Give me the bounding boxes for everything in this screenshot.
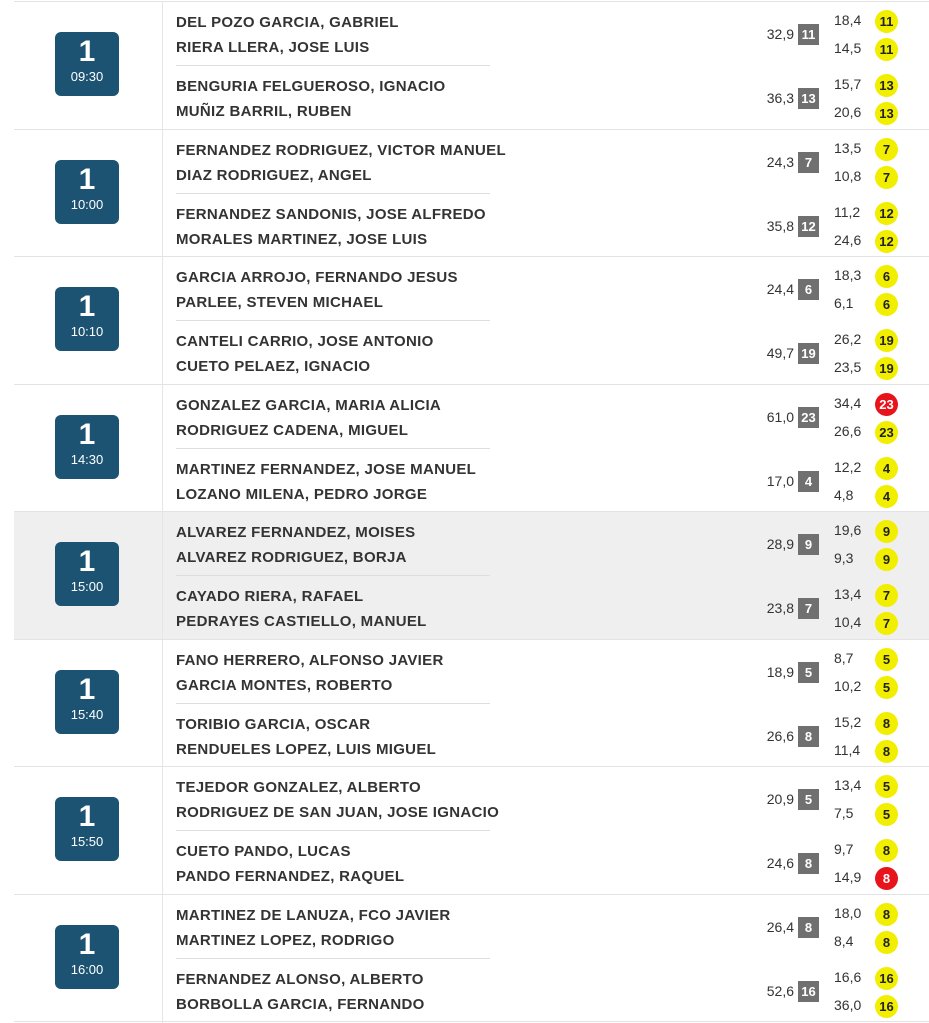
pair-group [176, 449, 496, 511]
pair-total [752, 789, 842, 809]
player-handicap-index: 13,4 [834, 586, 862, 602]
player-handicap-index: 15,7 [834, 76, 862, 92]
pair-playing-handicap-box: 7 [798, 598, 819, 619]
pair-total-handicap: 32,9 [766, 26, 794, 42]
pair-total [752, 407, 842, 427]
tee-time-row[interactable] [14, 511, 929, 639]
player-handicap [834, 232, 920, 252]
player-name[interactable]: CUETO PANDO, LUCAS [176, 843, 351, 860]
playing-handicap-ball: 16 [875, 995, 898, 1018]
playing-handicap-ball: 9 [875, 520, 898, 543]
column-divider [162, 2, 163, 130]
playing-handicap-ball: 4 [875, 485, 898, 508]
player-name[interactable]: ALVAREZ FERNANDEZ, MOISES [176, 524, 416, 541]
column-divider [162, 257, 163, 385]
tee-time-row[interactable] [14, 256, 929, 384]
player-name[interactable]: CAYADO RIERA, RAFAEL [176, 588, 364, 605]
player-handicap-index: 36,0 [834, 996, 862, 1013]
playing-handicap-ball: 12 [875, 202, 898, 225]
player-handicap-index: 23,5 [834, 359, 862, 375]
pair-playing-handicap-box: 16 [798, 981, 819, 1002]
pair-group [176, 576, 496, 638]
tee-time-row[interactable] [14, 894, 929, 1022]
pair-total-handicap: 24,4 [766, 281, 794, 297]
player-handicap [834, 423, 920, 443]
column-divider [162, 895, 163, 1023]
player-handicap [834, 777, 920, 797]
tee-time: 14:30 [70, 451, 104, 467]
column-divider [162, 385, 163, 513]
pair-group [176, 640, 496, 702]
player-handicap-index: 11,4 [834, 741, 861, 758]
player-handicap-index: 19,6 [834, 522, 862, 538]
playing-handicap-ball: 5 [875, 775, 898, 798]
tee-time: 09:30 [70, 69, 104, 84]
tee-time: 10:10 [70, 324, 104, 339]
player-name[interactable]: RENDUELES LOPEZ, LUIS MIGUEL [176, 740, 437, 758]
player-name[interactable]: CUETO PELAEZ, IGNACIO [176, 358, 371, 375]
player-name[interactable]: PARLEE, STEVEN MICHAEL [176, 294, 384, 311]
player-name[interactable]: MORALES MARTINEZ, JOSE LUIS [176, 230, 428, 248]
player-handicap-index: 7,5 [834, 805, 854, 821]
tee-time: 10:00 [70, 196, 104, 212]
playing-handicap-ball: 16 [875, 967, 898, 990]
player-handicap [834, 104, 920, 124]
player-name[interactable]: MARTINEZ DE LANUZA, FCO JAVIER [176, 906, 451, 924]
player-handicap [834, 76, 920, 96]
pair-total [752, 343, 842, 363]
tee-number: 1 [78, 35, 96, 68]
pair-group [176, 66, 496, 128]
playing-handicap-ball: 5 [875, 676, 898, 699]
playing-handicap-ball: 7 [875, 612, 898, 635]
tee-badge [55, 670, 119, 734]
tee-time-row[interactable] [14, 639, 929, 767]
player-handicap [834, 12, 920, 32]
pair-total [752, 726, 842, 746]
playing-handicap-ball: 23 [875, 421, 898, 444]
player-handicap [834, 550, 920, 570]
playing-handicap-ball: 6 [875, 265, 898, 288]
pair-playing-handicap-box: 6 [798, 279, 819, 300]
tee-badge [55, 160, 119, 224]
tee-number: 1 [78, 417, 96, 451]
playing-handicap-ball: 23 [875, 393, 898, 416]
player-name[interactable]: FERNANDEZ ALONSO, ALBERTO [176, 970, 424, 988]
column-divider [162, 640, 163, 768]
pair-group [176, 257, 496, 319]
player-handicap [834, 869, 920, 889]
pair-group [176, 130, 506, 192]
pair-group [176, 959, 496, 1021]
pair-playing-handicap-box: 9 [798, 534, 819, 555]
tee-number: 1 [78, 927, 96, 961]
player-handicap [834, 678, 920, 698]
pair-group [176, 831, 496, 893]
player-name[interactable]: RIERA LLERA, JOSE LUIS [176, 39, 370, 56]
pair-group [176, 895, 496, 957]
player-handicap-index: 34,4 [834, 394, 862, 411]
tee-number: 1 [78, 800, 96, 833]
player-handicap-index: 18,4 [834, 12, 862, 28]
pair-playing-handicap-box: 8 [798, 853, 819, 874]
player-name[interactable]: PANDO FERNANDEZ, RAQUEL [176, 868, 405, 885]
pair-total [752, 917, 842, 937]
list-bottom-divider [14, 1021, 929, 1022]
player-handicap-index: 8,7 [834, 649, 854, 666]
player-name[interactable]: ALVAREZ RODRIGUEZ, BORJA [176, 549, 407, 566]
playing-handicap-ball: 11 [875, 38, 898, 61]
player-handicap-index: 10,2 [834, 677, 862, 694]
playing-handicap-ball: 13 [875, 74, 898, 97]
pair-total-handicap: 61,0 [766, 408, 794, 425]
player-name[interactable]: RODRIGUEZ CADENA, MIGUEL [176, 421, 409, 439]
player-handicap-index: 15,2 [834, 713, 862, 730]
player-handicap [834, 742, 920, 762]
pair-total [752, 216, 842, 236]
player-handicap-index: 9,7 [834, 841, 854, 857]
playing-handicap-ball: 8 [875, 903, 898, 926]
player-handicap-index: 26,6 [834, 422, 862, 439]
column-divider [162, 512, 163, 640]
player-handicap-index: 18,3 [834, 267, 862, 283]
pair-total [752, 662, 842, 682]
playing-handicap-ball: 8 [875, 712, 898, 735]
pair-total-handicap: 24,6 [766, 855, 794, 871]
pair-total [752, 534, 842, 554]
player-name[interactable]: FANO HERRERO, ALFONSO JAVIER [176, 651, 444, 669]
pair-playing-handicap-box: 12 [798, 216, 819, 237]
player-handicap-index: 13,4 [834, 777, 862, 793]
pair-playing-handicap-box: 8 [798, 726, 819, 747]
player-handicap-index: 14,9 [834, 869, 862, 885]
player-name[interactable]: TEJEDOR GONZALEZ, ALBERTO [176, 779, 422, 796]
player-handicap-index: 10,8 [834, 167, 862, 184]
pair-total [752, 471, 842, 491]
pair-total [752, 981, 842, 1001]
player-handicap [834, 933, 920, 953]
player-handicap [834, 359, 920, 379]
player-name[interactable]: BENGURIA FELGUEROSO, IGNACIO [176, 78, 446, 95]
tee-number: 1 [78, 290, 96, 323]
playing-handicap-ball: 19 [875, 329, 898, 352]
player-handicap-index: 16,6 [834, 968, 862, 985]
playing-handicap-ball: 7 [875, 584, 898, 607]
pair-playing-handicap-box: 8 [798, 917, 819, 938]
playing-handicap-ball: 12 [875, 230, 898, 253]
player-handicap [834, 997, 920, 1017]
playing-handicap-ball: 8 [875, 839, 898, 862]
tee-badge [55, 32, 119, 96]
tee-time-row[interactable] [14, 129, 929, 257]
player-handicap [834, 459, 920, 479]
column-divider [162, 130, 163, 258]
pair-playing-handicap-box: 19 [798, 343, 819, 364]
player-name[interactable]: FERNANDEZ SANDONIS, JOSE ALFREDO [176, 205, 486, 223]
player-handicap-index: 12,2 [834, 458, 862, 475]
pair-total-handicap: 36,3 [766, 90, 794, 106]
playing-handicap-ball: 9 [875, 548, 898, 571]
player-name[interactable]: GARCIA ARROJO, FERNANDO JESUS [176, 269, 458, 286]
tee-badge [55, 925, 119, 989]
player-handicap [834, 331, 920, 351]
player-handicap [834, 204, 920, 224]
pair-playing-handicap-box: 5 [798, 789, 819, 810]
player-name[interactable]: GARCIA MONTES, ROBERTO [176, 676, 393, 694]
player-handicap [834, 586, 920, 606]
player-name[interactable]: GONZALEZ GARCIA, MARIA ALICIA [176, 396, 442, 414]
pair-group [176, 385, 496, 447]
tee-number: 1 [78, 162, 96, 196]
pair-total-handicap: 35,8 [766, 217, 794, 234]
playing-handicap-ball: 4 [875, 457, 898, 480]
pair-playing-handicap-box: 5 [798, 662, 819, 683]
playing-handicap-ball: 8 [875, 740, 898, 763]
player-name[interactable]: PEDRAYES CASTIELLO, MANUEL [176, 613, 427, 630]
tee-time: 15:40 [70, 706, 104, 722]
playing-handicap-ball: 7 [875, 138, 898, 161]
pair-group [176, 512, 496, 574]
player-handicap [834, 295, 920, 315]
player-handicap-index: 4,8 [834, 486, 854, 503]
pair-total-handicap: 52,6 [766, 982, 794, 999]
player-name[interactable]: TORIBIO GARCIA, OSCAR [176, 715, 371, 733]
tee-badge [55, 415, 119, 479]
player-handicap-index: 24,6 [834, 231, 862, 248]
pair-total-handicap: 18,9 [766, 663, 794, 680]
playing-handicap-ball: 8 [875, 867, 898, 890]
pair-total [752, 279, 842, 299]
tee-time: 16:00 [70, 961, 104, 977]
pair-total [752, 152, 842, 172]
player-handicap [834, 841, 920, 861]
player-handicap [834, 487, 920, 507]
player-handicap [834, 40, 920, 60]
pair-group [176, 704, 496, 766]
player-handicap [834, 267, 920, 287]
tee-badge [55, 287, 119, 351]
pair-group [176, 321, 496, 383]
player-handicap-index: 8,4 [834, 932, 854, 949]
player-name[interactable]: CANTELI CARRIO, JOSE ANTONIO [176, 333, 434, 350]
player-handicap-index: 14,5 [834, 40, 862, 56]
pair-playing-handicap-box: 7 [798, 152, 819, 173]
player-handicap-index: 26,2 [834, 331, 862, 347]
player-name[interactable]: MARTINEZ FERNANDEZ, JOSE MANUEL [176, 460, 477, 478]
pair-total [752, 853, 842, 873]
playing-handicap-ball: 5 [875, 803, 898, 826]
playing-handicap-ball: 13 [875, 102, 898, 125]
player-handicap [834, 714, 920, 734]
player-name[interactable]: BORBOLLA GARCIA, FERNANDO [176, 995, 425, 1013]
player-handicap-index: 13,5 [834, 139, 862, 156]
playing-handicap-ball: 19 [875, 357, 898, 380]
player-handicap-index: 10,4 [834, 614, 862, 630]
tee-time-row[interactable] [14, 384, 929, 512]
pair-total-handicap: 24,3 [766, 153, 794, 170]
player-handicap [834, 805, 920, 825]
pair-total-handicap: 49,7 [766, 345, 794, 361]
pair-playing-handicap-box: 13 [798, 88, 819, 109]
pair-playing-handicap-box: 11 [798, 24, 819, 45]
playing-handicap-ball: 6 [875, 293, 898, 316]
player-handicap-index: 18,0 [834, 904, 862, 921]
player-name[interactable]: DEL POZO GARCIA, GABRIEL [176, 14, 399, 31]
tee-number: 1 [78, 672, 96, 706]
player-name[interactable]: MARTINEZ LOPEZ, RODRIGO [176, 931, 395, 949]
pair-total-handicap: 28,9 [766, 536, 794, 552]
pair-total-handicap: 26,4 [766, 918, 794, 935]
player-name[interactable]: RODRIGUEZ DE SAN JUAN, JOSE IGNACIO [176, 804, 500, 821]
pair-total [752, 24, 842, 44]
player-handicap-index: 6,1 [834, 295, 854, 311]
player-handicap-index: 11,2 [834, 203, 861, 220]
pair-total-handicap: 17,0 [766, 472, 794, 489]
playing-handicap-ball: 7 [875, 166, 898, 189]
player-handicap-index: 9,3 [834, 550, 854, 566]
pair-total-handicap: 23,8 [766, 600, 794, 616]
player-name[interactable]: MUÑIZ BARRIL, RUBEN [176, 103, 352, 120]
pair-group [176, 767, 500, 829]
column-divider [162, 767, 163, 895]
player-handicap [834, 395, 920, 415]
pair-total-handicap: 20,9 [766, 791, 794, 807]
pair-playing-handicap-box: 23 [798, 407, 819, 428]
player-handicap [834, 522, 920, 542]
player-handicap [834, 905, 920, 925]
player-name[interactable]: FERNANDEZ RODRIGUEZ, VICTOR MANUEL [176, 141, 506, 159]
player-handicap [834, 650, 920, 670]
pair-playing-handicap-box: 4 [798, 471, 819, 492]
tee-time-row[interactable] [14, 766, 929, 894]
playing-handicap-ball: 5 [875, 648, 898, 671]
playing-handicap-ball: 8 [875, 931, 898, 954]
player-handicap-index: 20,6 [834, 104, 862, 120]
player-name[interactable]: LOZANO MILENA, PEDRO JORGE [176, 485, 428, 503]
pair-group [176, 194, 496, 256]
pair-total [752, 88, 842, 108]
player-handicap [834, 969, 920, 989]
tee-time-row[interactable] [14, 1, 929, 129]
tee-number: 1 [78, 545, 96, 578]
tee-badge [55, 542, 119, 606]
player-handicap [834, 168, 920, 188]
pair-total-handicap: 26,6 [766, 727, 794, 744]
player-name[interactable]: DIAZ RODRIGUEZ, ANGEL [176, 166, 372, 184]
pair-group [176, 2, 496, 64]
tee-time: 15:50 [70, 834, 104, 849]
pair-total [752, 598, 842, 618]
tee-badge [55, 797, 119, 861]
player-handicap [834, 140, 920, 160]
player-handicap [834, 614, 920, 634]
tee-time: 15:00 [70, 579, 104, 594]
playing-handicap-ball: 11 [875, 10, 898, 33]
